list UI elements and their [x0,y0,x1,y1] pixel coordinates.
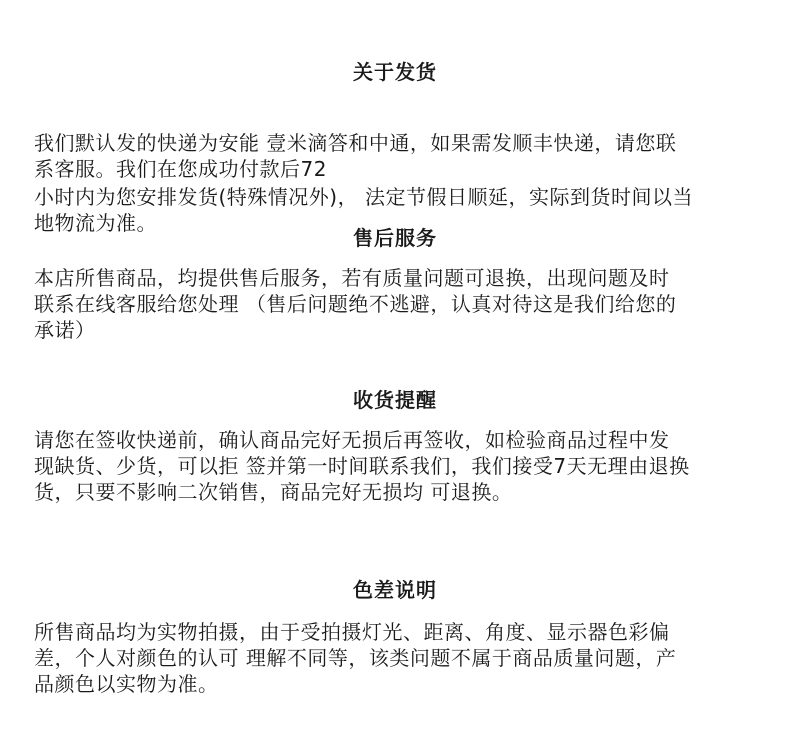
shipping-line-2: 系客服。我们在您成功付款后72 [34,157,327,181]
color-difference-paragraph [34,619,764,697]
shipping-paragraph [34,130,764,236]
color-difference-line-1: 所售商品均为实物拍摄，由于受拍摄灯光、距离、角度、显示器色彩偏 [34,620,670,644]
after-sales-paragraph [34,265,764,343]
section-title-after-sales: 售后服务 [353,226,437,250]
receipt-reminder-line-2: 现缺货、少货，可以拒 签并第一时间联系我们，我们接受7天无理由退换 [34,454,690,478]
shipping-line-3: 小时内为您安排发货(特殊情况外)， 法定节假日顺延，实际到货时间以当 [34,185,693,209]
shipping-line-4: 地物流为准。 [34,211,157,235]
after-sales-line-1: 本店所售商品，均提供售后服务，若有质量问题可退换，出现问题及时 [34,266,670,290]
section-title-receipt-reminder: 收货提醒 [353,388,437,412]
receipt-reminder-paragraph [34,427,764,505]
receipt-reminder-line-3: 货，只要不影响二次销售，商品完好无损均 可退换。 [34,480,513,504]
shipping-line-1: 我们默认发的快递为安能 壹米滴答和中通，如果需发顺丰快递，请您联 [34,131,677,155]
after-sales-line-3: 承诺） [34,318,96,342]
section-title-color-difference: 色差说明 [353,578,437,602]
section-title-shipping: 关于发货 [353,60,437,84]
color-difference-line-2: 差，个人对颜色的认可 理解不同等，该类问题不属于商品质量问题，产 [34,646,677,670]
receipt-reminder-line-1: 请您在签收快递前，确认商品完好无损后再签收，如检验商品过程中发 [34,428,670,452]
color-difference-line-3: 品颜色以实物为准。 [34,672,219,696]
after-sales-line-2: 联系在线客服给您处理 （售后问题绝不逃避，认真对待这是我们给您的 [34,292,677,316]
